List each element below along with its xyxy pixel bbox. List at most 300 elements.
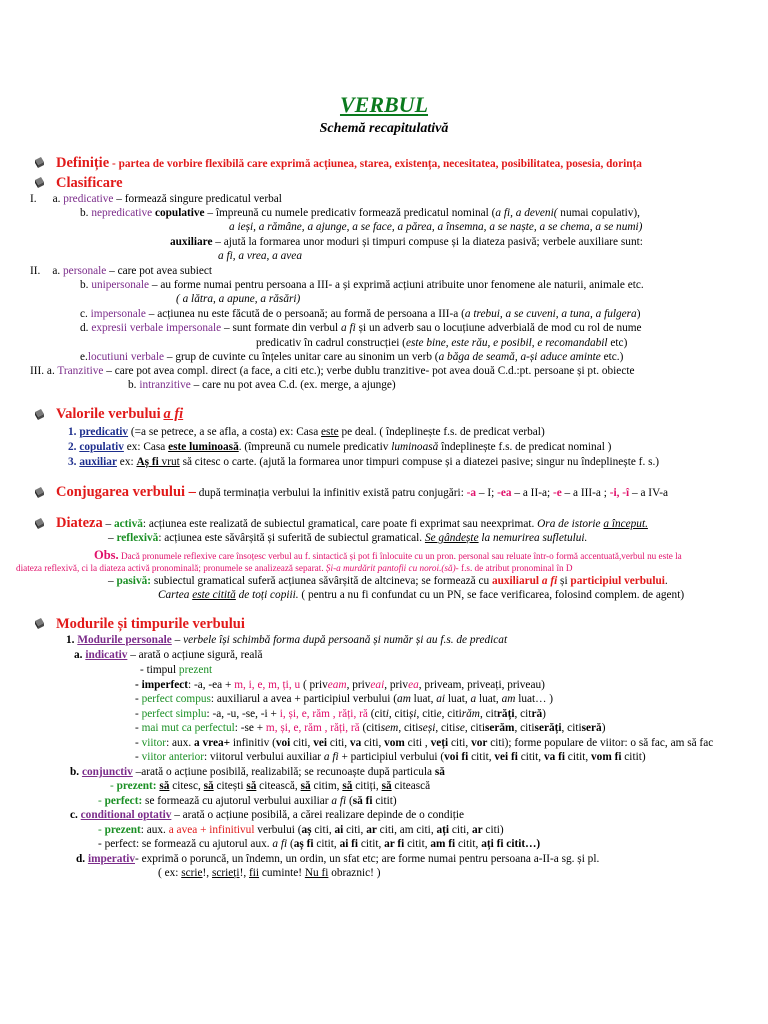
values-item: [68, 425, 545, 439]
term-auxiliare: auxiliare: [170, 236, 213, 248]
example: citit): [372, 795, 397, 807]
example: , citi: [441, 708, 462, 720]
definition: - exprimă o poruncă, un îndemn, un ordin, un sfat etc; are forme numai pentru persoana a-II-a sg. și pl.: [135, 853, 600, 865]
term-conjunctiv: conjunctiv: [81, 766, 133, 778]
aux: vom fi: [591, 751, 622, 763]
example-verb: este luminoasă: [168, 441, 239, 453]
classification-line: [128, 378, 396, 392]
endings: m, și, e, răm , răți, ră: [265, 722, 360, 734]
dash: -: [98, 824, 105, 836]
aux: vei fi: [494, 751, 518, 763]
classification-line: [80, 307, 640, 321]
moods-line: [74, 648, 263, 662]
example: citi,: [449, 824, 472, 836]
example: Ora de istorie: [537, 518, 604, 530]
aux: am fi: [430, 838, 456, 850]
definition: : viitorul verbului auxiliar: [204, 751, 324, 763]
suffix: : -a, -ea +: [188, 679, 235, 691]
explanation: . (împreună cu numele predicativ: [238, 441, 392, 453]
definition: predicativ în cadrul construcției (: [256, 337, 406, 349]
aux: am: [501, 693, 516, 705]
aux: voi: [275, 737, 291, 749]
term-unipersonale: unipersonale: [91, 279, 150, 291]
aux: va fi: [543, 751, 565, 763]
suffix: -i, -î: [609, 487, 630, 499]
aux: voi fi: [444, 751, 469, 763]
example: citi,: [290, 737, 314, 749]
example: citit…): [503, 838, 541, 850]
aux: a fi: [272, 838, 288, 850]
aux: aș fi: [293, 838, 314, 850]
definition: : auxiliarul a avea + participiul verbului (: [210, 693, 398, 705]
example: citesc,: [169, 780, 204, 792]
note: numai copulativ: [557, 207, 634, 219]
list-letter: d.: [76, 853, 86, 865]
term-infinitiv: a avea + infinitivul: [168, 824, 255, 836]
term-activa: activă: [114, 518, 143, 530]
particle: să: [434, 766, 445, 778]
term-auxiliar: auxiliarul: [491, 575, 542, 587]
conjugation-line: [56, 485, 668, 500]
dash: –: [108, 575, 117, 587]
tense-line: [135, 721, 605, 735]
ending: răți: [496, 708, 515, 720]
list-letter: a.: [52, 265, 61, 277]
explanation: îndeplinește f.s. de predicat nominal ): [438, 441, 612, 453]
example: (citi: [359, 722, 381, 734]
particle: să: [381, 780, 392, 792]
example: (cit: [367, 708, 386, 720]
tense-prefix: - timpul: [140, 664, 179, 676]
aux: a fi: [323, 751, 339, 763]
example: citit,: [313, 838, 340, 850]
example: , priv: [384, 679, 409, 691]
aux: ai: [334, 824, 344, 836]
obs-example: Și-a murdărit pantofii cu noroi.(să): [325, 563, 456, 573]
aux: ar: [471, 824, 483, 836]
example: luat,: [476, 693, 502, 705]
list-letter: e.: [80, 351, 88, 363]
dash: -: [135, 737, 142, 749]
example: citi,: [327, 737, 350, 749]
values-afi: a fi: [163, 406, 184, 422]
suffix: : -a, -u, -se, -i +: [206, 708, 280, 720]
explanation: pe deal. ( îndeplinește f.s. de predicat verbal): [338, 426, 545, 438]
example: cuminte!: [259, 867, 305, 879]
classification-line: [80, 350, 623, 364]
punct: !,: [239, 867, 249, 879]
term-copulativ: copulativ: [79, 441, 124, 453]
term-pasiva: pasivă:: [116, 575, 152, 587]
example: , cit: [479, 708, 497, 720]
term-mai-mult-ca-perfectul: mai mut ca perfectul: [141, 722, 235, 734]
example: citit,: [468, 751, 495, 763]
term-predicative: predicative: [63, 193, 114, 205]
dash: –: [171, 634, 184, 646]
example: a fi: [341, 322, 356, 334]
moods-line: [76, 852, 599, 866]
ending: ră: [531, 708, 543, 720]
aux: vei: [313, 737, 328, 749]
moods-line: [158, 866, 380, 880]
bullet-icon: [34, 487, 45, 498]
example: citească: [391, 780, 431, 792]
term-afi: a fi: [541, 575, 558, 587]
bullet-icon: [34, 409, 45, 420]
example-verb: fii: [249, 867, 260, 879]
term-reflexiva: reflexivă: [116, 532, 159, 544]
example: citi,: [361, 737, 385, 749]
list-letter: c.: [70, 809, 78, 821]
ending: i: [385, 708, 389, 720]
definition: - perfect: se formează cu ajutorul aux.: [98, 838, 273, 850]
example: a băga de seamă, a-și aduce aminte: [438, 351, 601, 363]
term-personale: personale: [63, 265, 107, 277]
voice-line: [108, 531, 587, 545]
definition: – au forme numai pentru persoana a III- a și exprimă acțiuni atribuite unor fenomene ale naturii, animale etc.: [149, 279, 644, 291]
example: obraznic! ): [328, 867, 381, 879]
example: luat,: [445, 693, 471, 705]
obs-label: Obs.: [94, 548, 119, 562]
aux: vom: [384, 737, 405, 749]
example: , citi: [398, 722, 419, 734]
example-word: luminoasă: [391, 441, 439, 453]
tense-line: [140, 663, 212, 677]
dash: -: [135, 751, 142, 763]
term-perfect-compus: perfect compus: [141, 693, 211, 705]
aux: ar fi: [384, 838, 405, 850]
classification-line: [30, 264, 212, 278]
suffix: : -se +: [234, 722, 266, 734]
example: citi,: [343, 824, 367, 836]
aux: a: [470, 693, 477, 705]
particle: să: [203, 780, 214, 792]
suffix: -e: [552, 487, 562, 499]
definition: : aux.: [166, 737, 195, 749]
definition-text: - partea de vorbire flexibilă care exprimă acțiunea, starea, existența, necesitatea, posibilitatea, posesia, dorința: [109, 158, 642, 170]
suffix: -ea: [497, 487, 512, 499]
voice-line: [56, 516, 648, 531]
aux: ai fi: [339, 838, 359, 850]
example: , citi: [388, 708, 409, 720]
definition: se formează cu ajutorul verbului auxiliar: [142, 795, 332, 807]
example: (: [287, 838, 294, 850]
definition: – acțiunea nu este făcută de o persoană; au formă de persoana a III-a (: [145, 308, 465, 320]
dash: -: [135, 722, 142, 734]
example: este bine, este rău, e posibil, e recomandabil: [405, 337, 608, 349]
values-item: [68, 455, 659, 469]
example: luat,: [410, 693, 437, 705]
conjugation-label: Conjugarea verbului –: [56, 484, 196, 500]
aux: am: [397, 693, 411, 705]
term-tranzitive: Tranzitive: [57, 365, 104, 377]
ending: eam: [327, 679, 347, 691]
example: citit,: [455, 838, 482, 850]
example-verb: Nu fi: [304, 867, 329, 879]
dash: -: [135, 693, 142, 705]
example: a trebui, a se cuveni, a tuna, a fulgera: [464, 308, 637, 320]
tense-line: [98, 823, 504, 837]
definition: – ajută la formarea unor moduri și timpuri compuse și la diateza pasivă; verbele auxiliare sunt:: [212, 236, 643, 248]
list-letter: d.: [80, 322, 89, 334]
definition: + participiul verbului (: [338, 751, 445, 763]
term-imperativ: imperativ: [87, 853, 135, 865]
example: citească,: [256, 780, 301, 792]
list-letter: b.: [70, 766, 80, 778]
definition: – sunt formate din verbul: [221, 322, 342, 334]
list-number: 1.: [66, 634, 75, 646]
bullet-icon: [34, 518, 45, 529]
bullet-icon: [34, 177, 45, 188]
classification-line: [30, 364, 634, 378]
aux: va: [349, 737, 362, 749]
aux: ați: [436, 824, 450, 836]
definition: etc.): [600, 351, 624, 363]
example: , priv: [346, 679, 371, 691]
aux: a vrea+: [194, 737, 231, 749]
punct: !,: [202, 867, 212, 879]
moods-heading: Modurile și timpurile verbului: [56, 616, 245, 632]
values-label: Valorile verbului: [56, 406, 161, 422]
endings: i, și, e, răm , răți, ră: [279, 708, 368, 720]
voice-line: [158, 588, 684, 602]
example: citit,: [404, 838, 431, 850]
term-participiu: participiul verbului: [570, 575, 665, 587]
example: ( ex:: [158, 867, 182, 879]
list-letter: b.: [128, 379, 137, 391]
classification-line: a ieși, a rămâne, a ajunge, a se face, a părea, a însemna, a se naște, a se chema, a se numi): [229, 221, 643, 233]
example: , citi: [561, 722, 582, 734]
voice-line: [108, 574, 668, 588]
classification-line: [80, 278, 644, 292]
obs-text: diateza reflexivă, ci la diateza activă pronominală; pronumele se analizează separat.: [16, 563, 326, 573]
example: , citi: [416, 708, 437, 720]
punct: ),: [633, 207, 641, 219]
classification-line: [80, 206, 640, 220]
ending: se: [455, 722, 465, 734]
dash: -: [110, 780, 117, 792]
aux: veți: [430, 737, 449, 749]
list-number: 3.: [68, 456, 77, 468]
conj-number: – a II-a;: [511, 487, 553, 499]
classification-heading: Clasificare: [56, 175, 123, 191]
example: , citi: [514, 722, 535, 734]
page-subtitle: Schemă recapitulativă: [319, 121, 449, 136]
particle: să: [342, 780, 353, 792]
conjunction: și: [557, 575, 571, 587]
example: luat… ): [515, 693, 554, 705]
particle: să: [246, 780, 257, 792]
example: citit): [621, 751, 646, 763]
dash: -: [135, 679, 142, 691]
example: de toți copiii.: [235, 589, 299, 601]
term-intranzitive: intranzitive: [139, 379, 191, 391]
dash: -: [98, 795, 105, 807]
example: citiți,: [352, 780, 382, 792]
example: citi,: [448, 737, 472, 749]
punct: .: [664, 575, 668, 587]
classification-line: [256, 336, 627, 350]
example: citești: [213, 780, 247, 792]
term-locutiuni: locutiuni verbale: [87, 351, 165, 363]
explanation: să citesc o carte. (ajută la formarea unor timpuri compuse și a diatezei pasive; singur nu îndeplinește f. s.): [179, 456, 660, 468]
classification-line: [170, 235, 643, 249]
definition: infinitiv (: [230, 737, 276, 749]
definition: – care nu pot avea C.d. (ex. merge, a ajunge): [190, 379, 396, 391]
example: citim,: [310, 780, 343, 792]
page-title: VERBUL: [339, 92, 429, 117]
particle: să: [159, 780, 170, 792]
ending: și: [409, 708, 417, 720]
list-number: II.: [30, 265, 41, 277]
particle: să: [300, 780, 311, 792]
list-number: I.: [30, 193, 37, 205]
example-verb: Aș fi: [136, 456, 159, 468]
moods-line: [70, 808, 464, 822]
aux: ar: [366, 824, 377, 836]
term-conditional-optativ: conditional optativ: [80, 809, 172, 821]
obs-text: Dacă pronumele reflexive care însoțesc verbul au f. sintactică și pot fi înlocuite cu un pron. personal sau reluate într-o formă accentuată,verbul nu este la: [118, 551, 682, 561]
list-number: 2.: [68, 441, 77, 453]
term-prezent: prezent:: [116, 780, 157, 792]
example: citit,: [564, 751, 592, 763]
values-item: [68, 440, 611, 454]
conj-number: – I;: [476, 487, 498, 499]
list-letter: b.: [80, 279, 89, 291]
ending: e: [436, 708, 442, 720]
term-prezent: prezent: [104, 824, 141, 836]
tense-line: [135, 707, 546, 721]
dash: -: [135, 708, 142, 720]
example: la nemurirea sufletului.: [478, 532, 588, 544]
definition: : aux.: [140, 824, 169, 836]
term-copulative: copulative: [154, 207, 205, 219]
term-viitor: viitor: [141, 737, 167, 749]
term-impersonale: impersonale: [90, 308, 146, 320]
values-heading: [56, 407, 183, 422]
ending: serăm: [484, 722, 515, 734]
aux: ați fi: [481, 838, 504, 850]
list-letter: a.: [52, 193, 61, 205]
classification-line: ( a lătra, a apune, a răsări): [176, 293, 301, 305]
list-number: 1.: [68, 426, 77, 438]
term-auxiliar: auxiliar: [79, 456, 117, 468]
explanation: ( pentru a nu fi confundat cu un PN, se face verificarea, folosind complem. de agent): [298, 589, 685, 601]
aux: vor: [471, 737, 488, 749]
ending: sem: [380, 722, 399, 734]
example-verb: este citită: [192, 589, 236, 601]
tense-line: [135, 736, 713, 750]
example: (: [346, 795, 353, 807]
example: citi); forme populare de viitor: o să fac, am să fac: [487, 737, 714, 749]
definition-line: [56, 156, 642, 171]
aux: ai: [436, 693, 446, 705]
definition: verbele își schimbă forma după persoană și număr și au f.s. de predicat: [183, 634, 508, 646]
tense-line: [98, 837, 540, 851]
definition: și un adverb sau o locuțiune adverbială de mod cu rol de nume: [355, 322, 642, 334]
definition: – formează singure predicatul verbal: [113, 193, 282, 205]
example: citit,: [517, 751, 544, 763]
example: citi ,: [404, 737, 431, 749]
ending: seși: [418, 722, 436, 734]
ending: seră: [581, 722, 602, 734]
example: citit,: [358, 838, 385, 850]
classification-line: a fi, a vrea, a avea: [218, 250, 302, 262]
punct: ): [636, 308, 641, 320]
example-verb: vrut: [158, 456, 180, 468]
aux: să fi: [352, 795, 373, 807]
definition: – împreună cu numele predicativ formează predicatul nominal (: [204, 207, 496, 219]
classification-line: [80, 321, 642, 335]
definition: –arată o acțiune posibilă, realizabilă; se recunoaște după particula: [132, 766, 435, 778]
tense-line: [135, 692, 553, 706]
example-verb: scrieți: [211, 867, 240, 879]
dash: –: [102, 518, 114, 530]
example: citi, am citi,: [376, 824, 437, 836]
example: Cartea: [158, 589, 193, 601]
conjugation-text: după terminația verbului la infinitiv există patru conjugări:: [195, 487, 467, 499]
tense-line: [135, 678, 545, 692]
example: citi): [482, 824, 504, 836]
example-verb: Se gândește: [424, 532, 479, 544]
tense-line: [135, 750, 646, 764]
example: , citi: [464, 722, 485, 734]
example: ( priv: [300, 679, 328, 691]
example: a fi, a deveni(: [495, 207, 558, 219]
term-expresii-verbale: expresii verbale impersonale: [91, 322, 222, 334]
definition: – arată o acțiune sigură, reală: [127, 649, 263, 661]
definition: verbului (: [254, 824, 302, 836]
term-prezent: prezent: [178, 664, 213, 676]
bullet-icon: [34, 157, 45, 168]
example: , priveam, priveați, priveau): [418, 679, 545, 691]
suffix: -a: [466, 487, 477, 499]
definition: – care pot avea subiect: [106, 265, 213, 277]
example-verb: scrie: [181, 867, 203, 879]
term-moduri-personale: Modurile personale: [77, 634, 172, 646]
list-letter: a.: [74, 649, 83, 661]
example: citi,: [311, 824, 335, 836]
conj-number: – a IV-a: [629, 487, 668, 499]
voice-label: Diateza: [56, 515, 103, 531]
example: , cit: [514, 708, 532, 720]
example: ex:: [116, 456, 137, 468]
definition-label: Definiție: [56, 155, 110, 171]
definition: subiectul gramatical suferă acțiunea săvârșită de altcineva; se formează cu: [151, 575, 492, 587]
dash: –: [108, 532, 117, 544]
endings: m, i, e, m, ți, u: [234, 679, 301, 691]
list-letter: c.: [80, 308, 88, 320]
conj-number: – a III-a ;: [561, 487, 610, 499]
bullet-icon: [34, 618, 45, 629]
term-perfect: perfect:: [104, 795, 143, 807]
example-verb: este: [321, 426, 339, 438]
aux: aș: [301, 824, 312, 836]
term-perfect-simplu: perfect simplu: [141, 708, 207, 720]
example: (=a se petrece, a se afla, a costa) ex: Casa: [128, 426, 322, 438]
term-indicativ: indicativ: [85, 649, 128, 661]
definition: – arată o acțiune posibilă, a cărei realizare depinde de o condiție: [171, 809, 465, 821]
obs-text: - f.s. de atribut pronominal în D: [455, 563, 573, 573]
tense-line: [110, 779, 430, 793]
term-viitor-anterior: viitor anterior: [141, 751, 205, 763]
example: ex: Casa: [123, 441, 169, 453]
aux: a fi: [331, 795, 347, 807]
example: ): [601, 722, 606, 734]
term-nepredicative: nepredicative: [91, 207, 153, 219]
definition: : acțiunea este realizată de subiectul gramatical, care poate fi exprimat sau neexprimat.: [142, 518, 538, 530]
moods-line: [70, 765, 445, 779]
